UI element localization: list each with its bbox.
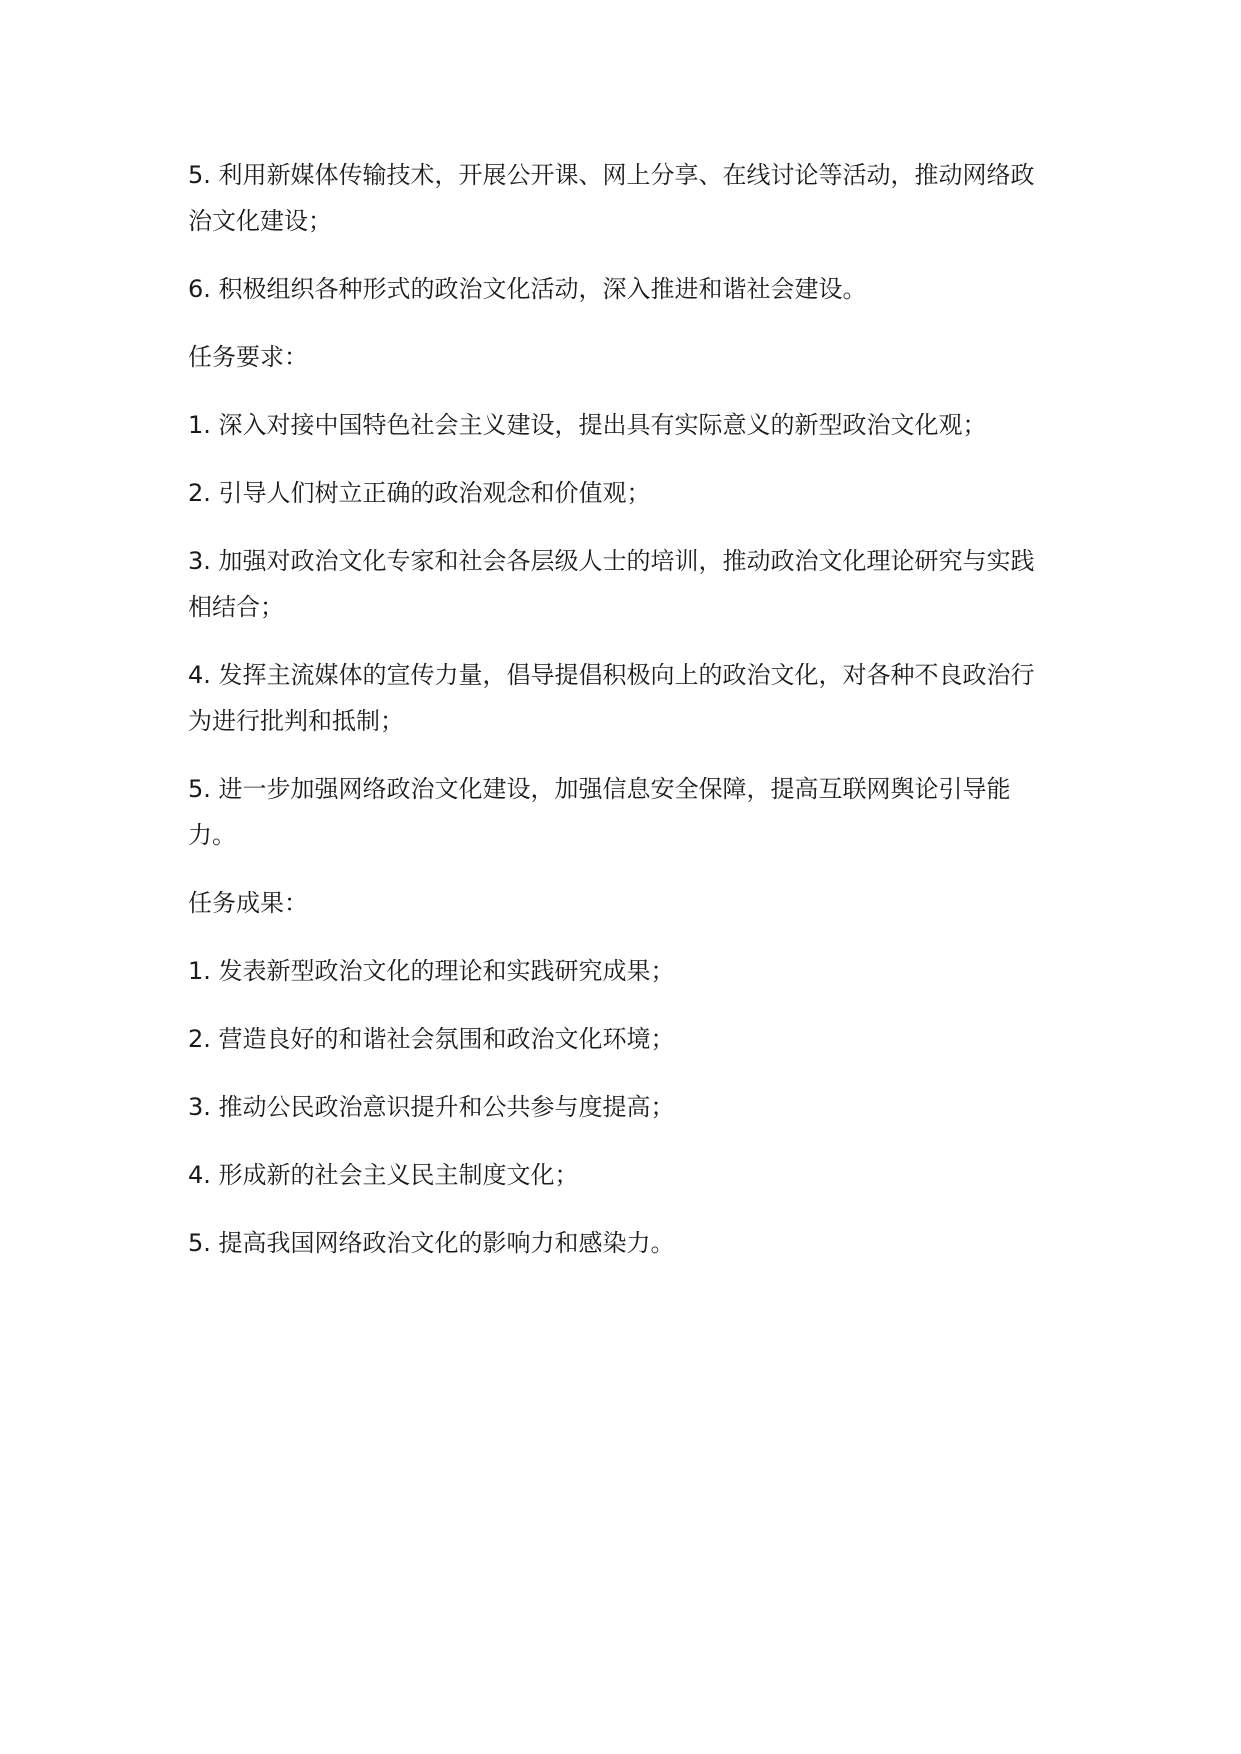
- list-item: 4. 形成新的社会主义民主制度文化；: [188, 1161, 579, 1189]
- list-item: 5. 利用新媒体传输技术，开展公开课、网上分享、在线讨论等活动，推动网络政治文化建设；: [188, 161, 1035, 235]
- list-item: 1. 深入对接中国特色社会主义建设，提出具有实际意义的新型政治文化观；: [188, 411, 987, 439]
- document-body: [188, 152, 1054, 1288]
- list-item: 4. 发挥主流媒体的宣传力量，倡导提倡积极向上的政治文化，对各种不良政治行为进行批判和抵制；: [188, 661, 1035, 735]
- list-item: 1. 发表新型政治文化的理论和实践研究成果；: [188, 957, 675, 985]
- list-item: 3. 推动公民政治意识提升和公共参与度提高；: [188, 1093, 675, 1121]
- section-heading-results: 任务成果：: [188, 889, 308, 917]
- list-item: 3. 加强对政治文化专家和社会各层级人士的培训，推动政治文化理论研究与实践相结合；: [188, 547, 1035, 621]
- list-item: 2. 引导人们树立正确的政治观念和价值观；: [188, 479, 651, 507]
- section-heading-requirements: 任务要求：: [188, 343, 308, 371]
- list-item: 2. 营造良好的和谐社会氛围和政治文化环境；: [188, 1025, 675, 1053]
- list-item: 6. 积极组织各种形式的政治文化活动，深入推进和谐社会建设。: [188, 275, 867, 303]
- list-item: 5. 进一步加强网络政治文化建设，加强信息安全保障，提高互联网舆论引导能力。: [188, 775, 1011, 849]
- list-item: 5. 提高我国网络政治文化的影响力和感染力。: [188, 1229, 675, 1257]
